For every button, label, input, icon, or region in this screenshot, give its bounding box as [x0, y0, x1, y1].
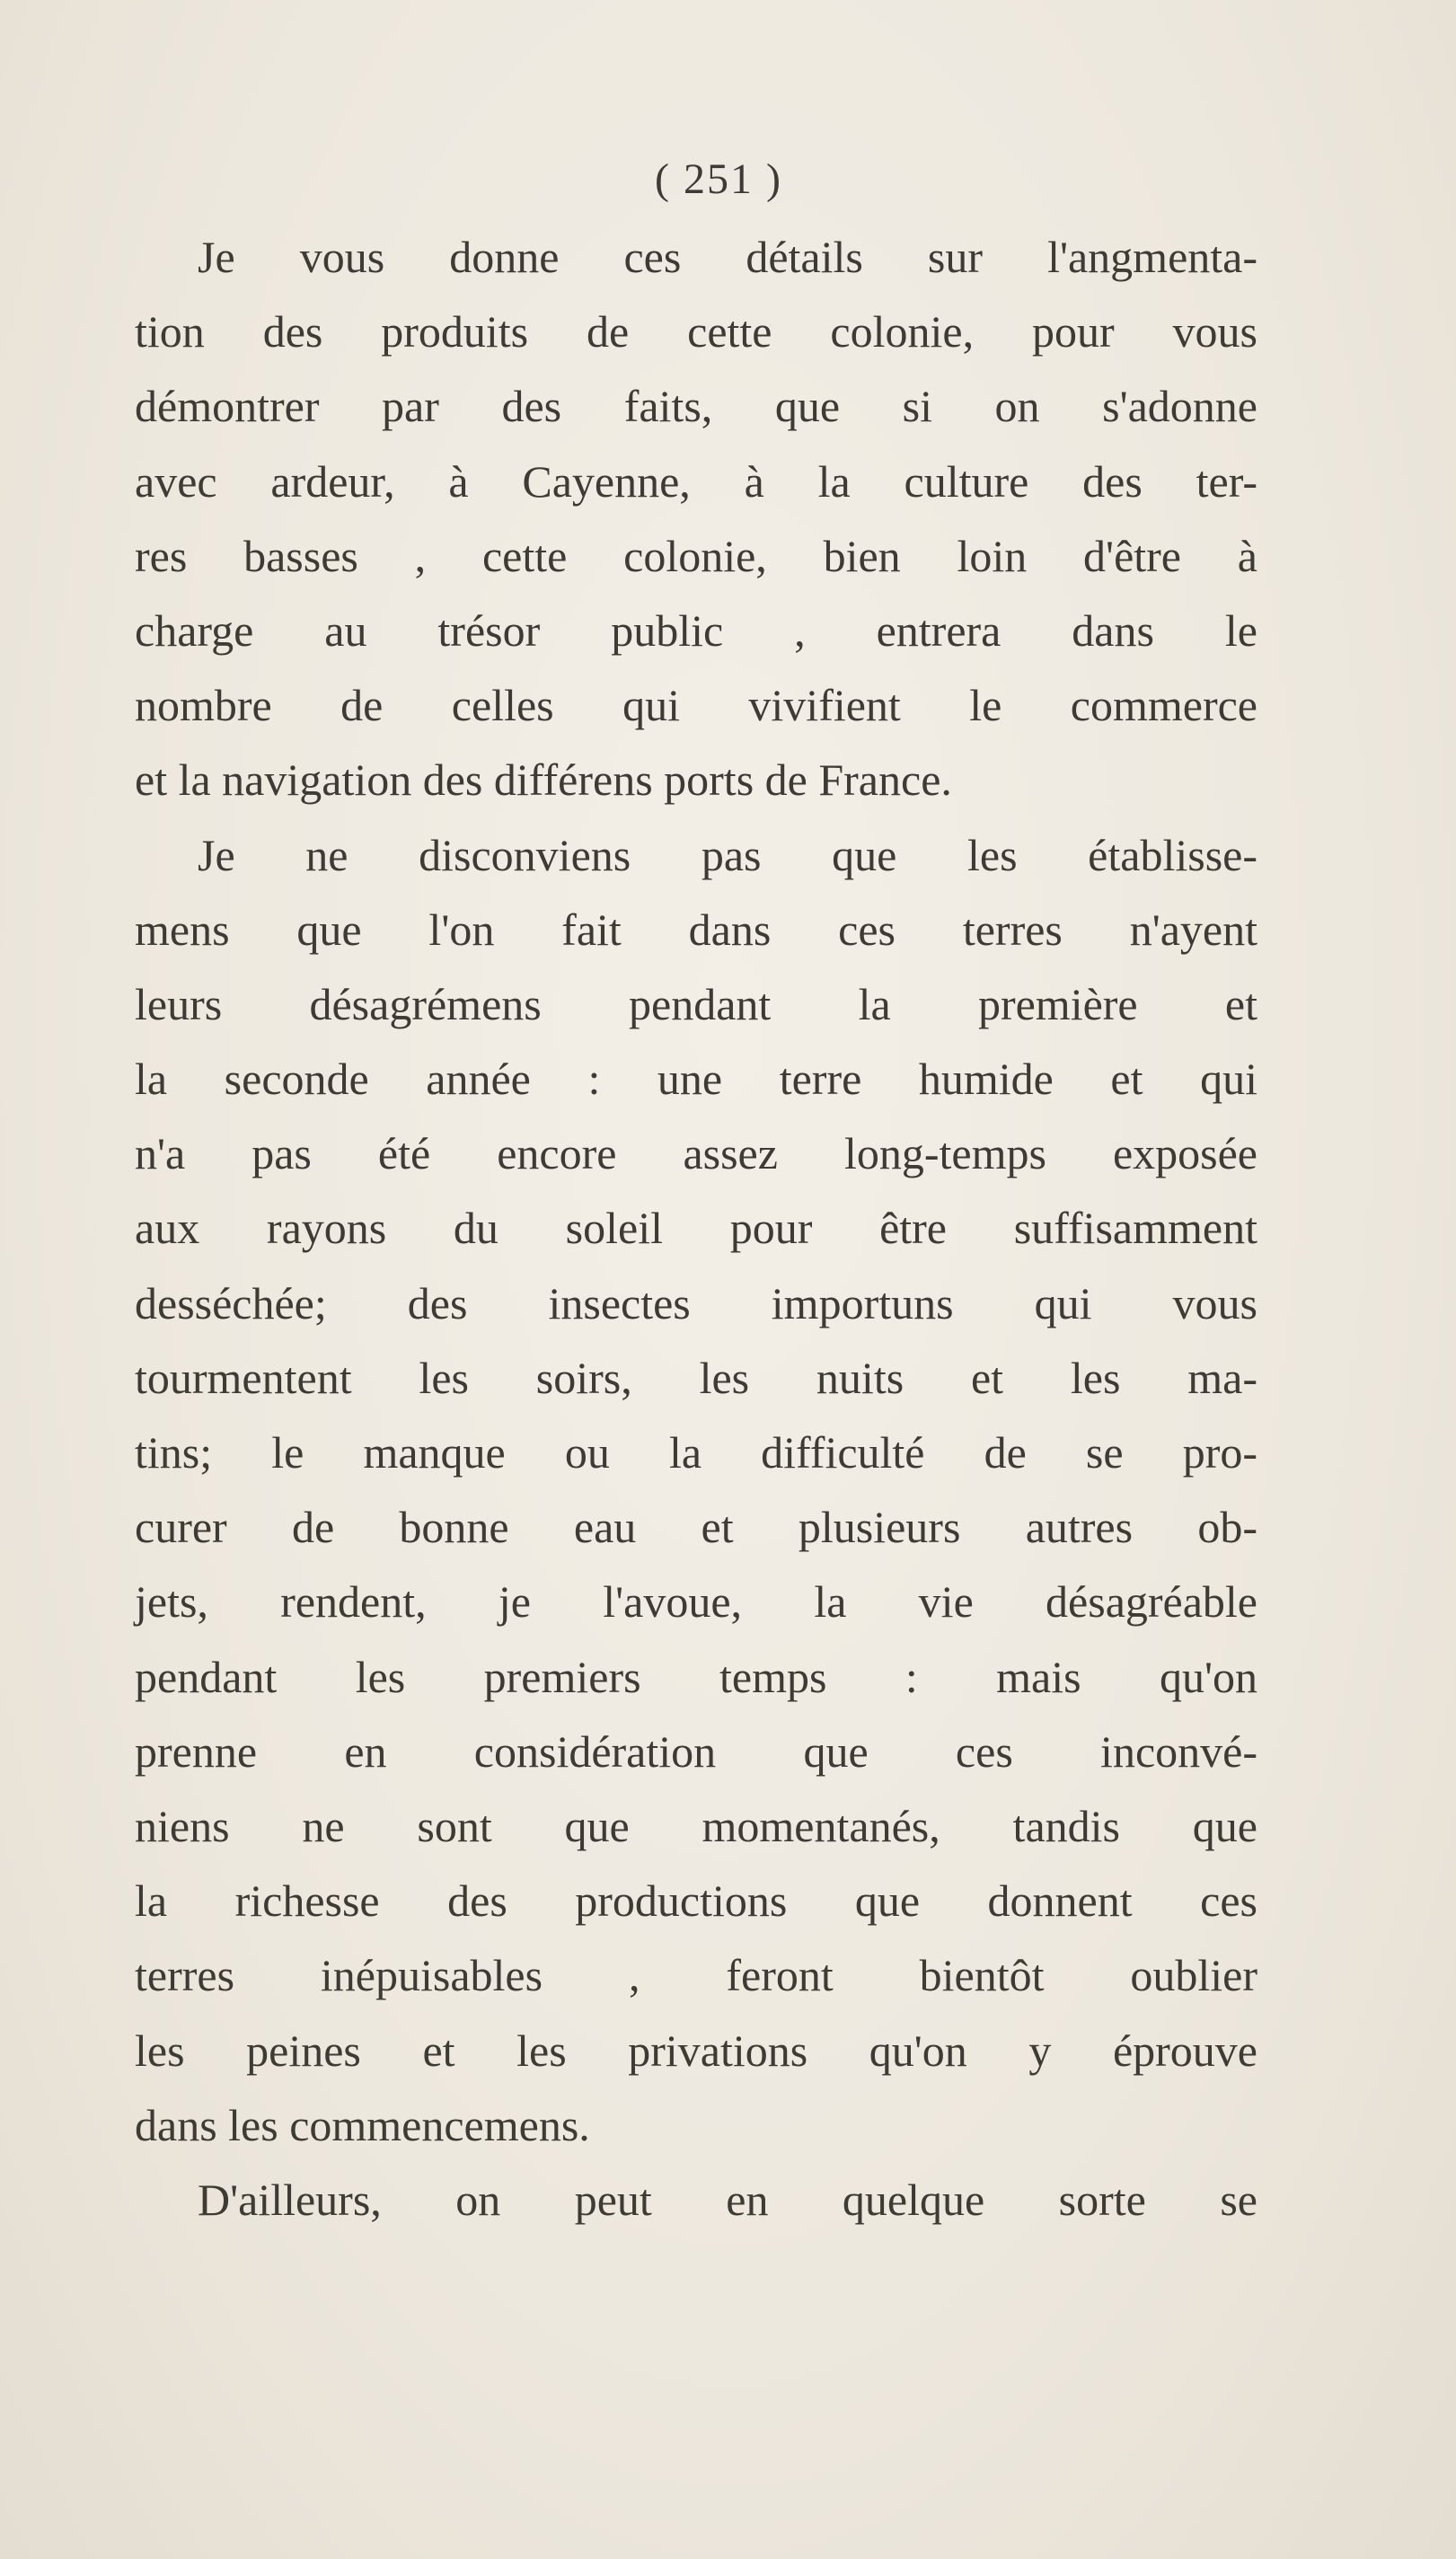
text-line: leurs désagrémens pendant la première et [135, 978, 1257, 1029]
text-line: tourmentent les soirs, les nuits et les ma- [135, 1352, 1257, 1403]
text-line: démontrer par des faits, que si on s'adonne [135, 381, 1257, 432]
text-line: charge au trésor public , entrera dans le [135, 604, 1257, 656]
text-line: jets, rendent, je l'avoue, la vie désagréable [135, 1576, 1257, 1628]
text-line: dans les commencemens. [135, 2099, 590, 2150]
text-line: avec ardeur, à Cayenne, à la culture des ter- [135, 455, 1257, 507]
text-line: mens que l'on fait dans ces terres n'ayent [135, 904, 1257, 955]
text-line: nombre de celles qui vivifient le commerce [135, 680, 1257, 731]
text-line: Je ne disconviens pas que les établisse- [198, 829, 1257, 880]
text-line: tion des produits de cette colonie, pour vous [135, 306, 1257, 357]
text-line: res basses , cette colonie, bien loin d'être à [135, 530, 1257, 581]
text-line: tins; le manque ou la difficulté de se pro- [135, 1427, 1257, 1478]
text-line: curer de bonne eau et plusieurs autres ob- [135, 1502, 1257, 1553]
text-line: et la navigation des différens ports de France. [135, 754, 952, 806]
text-line: la richesse des productions que donnent ces [135, 1875, 1257, 1927]
text-line: desséchée; des insectes importuns qui vous [135, 1277, 1257, 1328]
page-text [135, 139, 1257, 2237]
text-line: prenne en considération que ces inconvé- [135, 1725, 1257, 1777]
page-number-header: ( 251 ) [655, 155, 782, 203]
text-line: les peines et les privations qu'on y éprouve [135, 2025, 1257, 2076]
text-line: aux rayons du soleil pour être suffisamment [135, 1203, 1257, 1254]
text-line: terres inépuisables , feront bientôt oublier [135, 1950, 1257, 2001]
text-lines [135, 220, 1257, 2237]
text-line: D'ailleurs, on peut en quelque sorte se [198, 2174, 1257, 2225]
text-line: niens ne sont que momentanés, tandis que [135, 1800, 1257, 1851]
text-line: Je vous donne ces détails sur l'angmenta- [198, 232, 1257, 282]
text-line: n'a pas été encore assez long-temps exposée [135, 1128, 1257, 1179]
text-line: la seconde année : une terre humide et qui [135, 1054, 1257, 1105]
text-line: pendant les premiers temps : mais qu'on [135, 1651, 1257, 1702]
